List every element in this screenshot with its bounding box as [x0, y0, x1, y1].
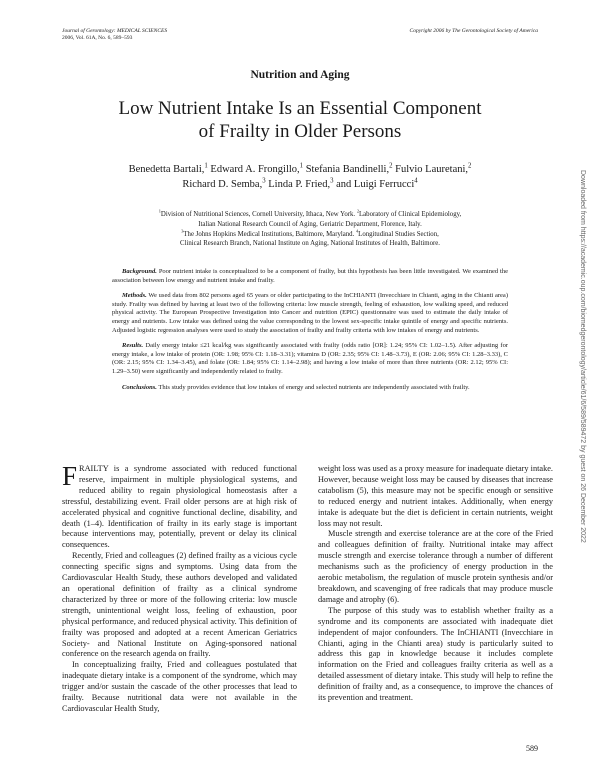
journal-name: Journal of Gerontology: MEDICAL SCIENCES: [62, 28, 168, 34]
affiliation-text: The Johns Hopkins Medical Institutions, Baltimore, Maryland.: [183, 230, 355, 238]
drop-cap: F: [62, 461, 78, 491]
author-name: Linda P. Fried,: [268, 179, 331, 190]
body-paragraph: The purpose of this study was to establish whether frailty as a syndrome and its components are associated with inadequate diet independent of major confounders. The InCHIANTI (Invecchiare in Chianti, aging in the Chianti area) study is particularly suited to address this gap in knowledge because it includes complete information on the Fried and colleagues frailty criteria as well as a detailed assessment of dietary intake. This study will help to refine the definition of frailty and, as a consequence, to improve the chances of its prevention and treatment.: [318, 605, 553, 703]
body-paragraph: weight loss was used as a proxy measure for inadequate dietary intake. However, because weight loss may be caused by diseases that increase catabolism (5), this measure may not be specific enough or sensitive to reduced energy and nutrient intakes. Additionally, when energy intake is adequate but the diet is deficient in certain nutrients, weight loss may not result.: [318, 464, 554, 528]
affiliations: $^1$Division of Nutritional Sciences, Cornell University, Ithaca, New York. $^2$Laboratory of Clinical Epidemiology, Italian National Research Council of Aging, Geriatric Department, Florence, Italy. $^3$The Johns Hopkins Medical Institutions, Baltimore, Maryland. $^4$Longitudinal Studies Section, Clinical Research Branch, National Institute on Aging, National Institutes of Health, Baltimore.: [100, 210, 520, 249]
journal-header: [62, 28, 167, 42]
affiliation-text: Clinical Research Branch, National Institute on Aging, National Institutes of Health, Baltimore.: [180, 240, 440, 248]
volume-info: 2006, Vol. 61A, No. 6, 589–593: [62, 35, 133, 41]
title-line: Low Nutrient Intake Is an Essential Component: [118, 98, 482, 119]
abstract-methods: Methods. We used data from 802 persons aged 65 years or older participating to the InCHIANTI (Invecchiare in Chianti, aging in the Chianti area) study. Frailty was defined by having at least two of the following criteria: low muscle strength, feeling of exhaustion, low walking speed, and reduced physical activity. The European Prospective Investigation into Cancer and nutrition (EPIC) questionnaire was used to estimate the daily intake of energy and nutrients. Low intake was defined using the value corresponding to the lowest sex-specific intake quintile of energy and specific nutrients. Adjusted logistic regression analyses were used to study the association of frailty and frailty criteria with low intakes of energy and nutrients.: [112, 292, 508, 334]
page-number: 589: [526, 744, 538, 753]
author-name: and Luigi Ferrucci: [336, 179, 415, 190]
author-name: Fulvio Lauretani,: [395, 164, 469, 175]
title-line: of Frailty in Older Persons: [198, 121, 402, 142]
body-paragraph: FRAILTY is a syndrome associated with reduced functional reserve, impairment in multiple physiological systems, and reduced ability to regain physiological homeostasis after a stressful, destabilizing event. Frail older persons are at high risk of accelerated physical and cognitive functional decline, disability, and death (1–4). Identification of frailty in its early stage is important because interventions may, potentially, prevent or delay its clinical consequences.: [62, 461, 297, 550]
article-title: [60, 97, 540, 143]
affiliation-text: Division of Nutritional Sciences, Cornell University, Ithaca, New York.: [160, 211, 356, 218]
abstract-results: Results. Daily energy intake ≤21 kcal/kg was significantly associated with frailty (odds ratio [OR]: 1.24; 95% CI: 1.02–1.5). After adjusting for energy intake, a low intake of protein (OR: 1.98; 95% CI: 1.18–3.31); vitamins D (OR: 2.35; 95% CI: 1.48–3.73), E (OR: 2.06; 95% CI: 1.28–3.33), C (OR: 2.15; 95% CI: 1.34–3.45), and folate (OR: 1.84; 95% CI: 1.14–2.98); and having a low intake of more than three nutrients (OR: 2.12; 95% CI: 1.29–3.50) were significantly and independently related to frailty.: [112, 342, 509, 375]
author-list: Benedetta Bartali,$^1$ Edward A. Frongillo,$^1$ Stefania Bandinelli,$^2$ Fulvio Lauretani,$^2$ Richard D. Semba,$^3$ Linda P. Fried,$^3$ and Luigi Ferrucci$^4$: [128, 162, 472, 190]
section-heading: Nutrition and Aging: [250, 69, 350, 81]
watermark-text: Downloaded from https://academic.oup.com/biomedgerontology/article/61/6/589/589472 by guest on 26 December 2022: [579, 170, 586, 543]
body-column-right: [318, 464, 553, 704]
body-paragraph: In conceptualizing frailty, Fried and colleagues postulated that inadequate dietary intake is a component of the syndrome, which may trigger and/or sustain the cascade of the other processes that lead to frailty. Because nutritional data were not available in the Cardiovascular Health Study,: [62, 660, 297, 713]
body-column-left: [62, 461, 297, 715]
author-name: Edward A. Frongillo,: [210, 164, 300, 175]
affiliation-text: Longitudinal Studies Section,: [358, 230, 439, 238]
body-paragraph: Muscle strength and exercise tolerance are at the core of the Fried and colleagues definition of frailty. Nutritional intake may affect muscle strength and exercise tolerance through a number of different mechanisms such as the proficiency of energy production in the aerobic metabolism, the regulation of muscle protein synthesis and/or breakdown, and scavenging of free radicals that may produce muscle damage and atrophy (6).: [318, 529, 553, 604]
author-name: Stefania Bandinelli,: [305, 164, 390, 175]
copyright-notice: Copyright 2006 by The Gerontological Society of America: [409, 28, 538, 34]
abstract: [112, 268, 508, 399]
author-name: Benedetta Bartali,: [128, 164, 205, 175]
author-name: Richard D. Semba,: [182, 179, 263, 190]
abstract-conclusions: Conclusions. This study provides evidence that low intakes of energy and selected nutrients are independently associated with frailty.: [122, 383, 470, 391]
download-watermark: [576, 170, 588, 640]
affiliation-text: Laboratory of Clinical Epidemiology,: [359, 211, 462, 218]
abstract-background: Background. Poor nutrient intake is conceptualized to be a component of frailty, but this hypothesis has been little investigated. We examined the association between low energy and nutrient intake and frailty.: [112, 268, 508, 284]
affiliation-text: Italian National Research Council of Aging, Geriatric Department, Florence, Italy.: [198, 220, 422, 228]
body-paragraph: Recently, Fried and colleagues (2) defined frailty as a vicious cycle connecting specific signs and symptoms. Using data from the Cardiovascular Health Study, these authors developed and validated an operational definition of frailty as a clinical syndrome characterized by three or more of the following criteria: low muscle strength, unintentional weight loss, feeling of exhaustion, poor physical performance, and reduced physical activity. This definition of frailty was proposed and adopted at a recent American Geriatrics Society- and National Institute on Aging-sponsored national conference on the research agenda on frailty.: [62, 551, 297, 659]
